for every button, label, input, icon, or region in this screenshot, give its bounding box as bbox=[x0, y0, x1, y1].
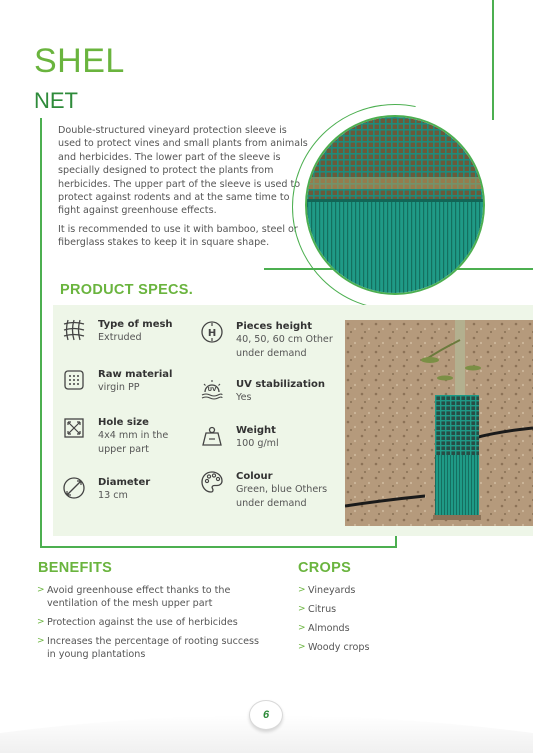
spec-value: Yes bbox=[236, 392, 252, 403]
spec-label: Raw material bbox=[98, 369, 173, 380]
list-item: > Increases the percentage of rooting success in young plantations bbox=[37, 635, 262, 661]
product-closeup-photo bbox=[305, 115, 485, 295]
height-icon bbox=[200, 320, 224, 344]
raw-material-icon bbox=[62, 368, 86, 392]
spec-value: Extruded bbox=[98, 332, 142, 343]
spec-value: Green, blue Others under demand bbox=[236, 484, 328, 509]
spec-label: UV stabilization bbox=[236, 379, 326, 390]
spec-value: virgin PP bbox=[98, 382, 140, 393]
benefits-title: BENEFITS bbox=[38, 560, 113, 576]
crops-title: CROPS bbox=[298, 560, 352, 576]
frame-line-left bbox=[40, 118, 42, 548]
diameter-icon bbox=[62, 476, 86, 500]
uv-badge-text: UV bbox=[207, 387, 217, 393]
spec-label: Type of mesh bbox=[98, 319, 173, 330]
spec-value: 40, 50, 60 cm Other under demand bbox=[236, 334, 333, 359]
height-badge-text: H bbox=[207, 328, 217, 339]
intro-paragraph: It is recommended to use it with bamboo, steel or fiberglass stakes to keep it in square shape. bbox=[58, 223, 298, 249]
list-item: > Almonds bbox=[298, 622, 448, 635]
crops-list bbox=[298, 584, 448, 660]
list-item: > Avoid greenhouse effect thanks to the ventilation of the mesh upper part bbox=[37, 584, 262, 610]
spec-label: Colour bbox=[236, 471, 273, 482]
spec-label: Weight bbox=[236, 425, 276, 436]
field-sleeve-image bbox=[345, 320, 533, 526]
spec-value: 13 cm bbox=[98, 490, 128, 501]
uv-icon bbox=[200, 378, 224, 402]
page-subtitle: NET bbox=[34, 88, 78, 113]
list-item: > Protection against the use of herbicides bbox=[37, 616, 262, 629]
mesh-icon bbox=[62, 318, 86, 342]
spec-value: 4x4 mm in the upper part bbox=[98, 430, 169, 455]
list-item: > Woody crops bbox=[298, 641, 448, 654]
spec-label: Pieces height bbox=[236, 321, 313, 332]
frame-line-toprule bbox=[492, 0, 494, 120]
frame-line-corner bbox=[395, 536, 397, 548]
palette-icon bbox=[200, 470, 224, 494]
page-number-badge bbox=[249, 700, 283, 730]
list-item: > Citrus bbox=[298, 603, 448, 616]
specs-title: PRODUCT SPECS. bbox=[60, 282, 194, 298]
benefits-list bbox=[37, 584, 262, 667]
spec-label: Diameter bbox=[98, 477, 151, 488]
intro-text bbox=[58, 124, 308, 255]
field-photo bbox=[345, 320, 533, 526]
page-number: 6 bbox=[262, 709, 270, 721]
spec-label: Hole size bbox=[98, 417, 149, 428]
frame-line-bottom bbox=[40, 546, 395, 548]
hole-size-icon bbox=[62, 416, 86, 440]
list-item: > Vineyards bbox=[298, 584, 448, 597]
intro-paragraph: Double-structured vineyard protection sleeve is used to protect vines and small plants from animals and herbicides. The lower part of the sleeve is specially designed to protect the plants from herbicides. The upper part of the sleeve is used to protect against rodents and at the same time to fight against greenhouse effects. bbox=[58, 125, 308, 217]
page-title: SHEL bbox=[34, 42, 125, 80]
weight-icon bbox=[200, 424, 224, 448]
mesh-closeup-image bbox=[307, 117, 485, 295]
spec-value: 100 g/ml bbox=[236, 438, 279, 449]
